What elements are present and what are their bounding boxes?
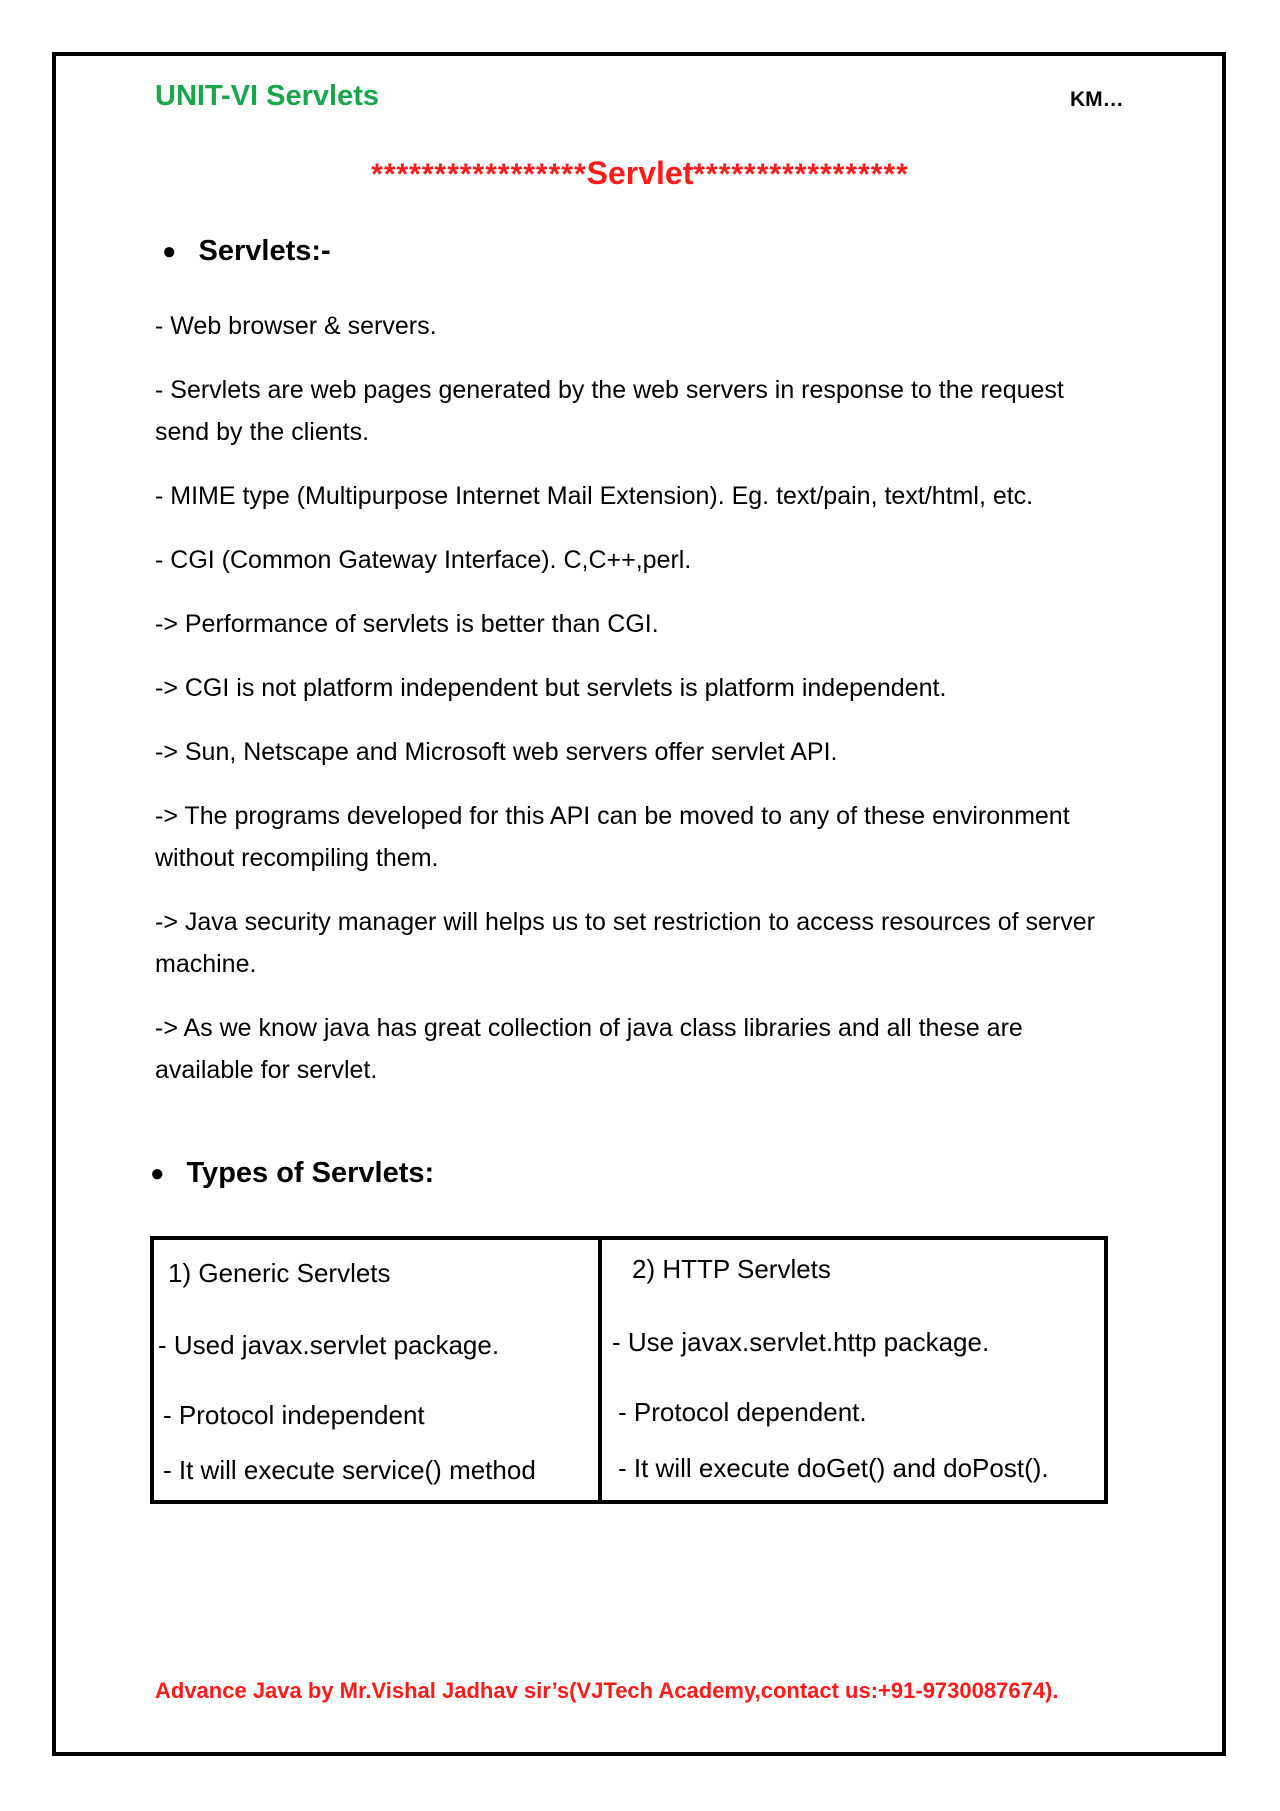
note-paragraph: -> Performance of servlets is better than CGI.	[155, 610, 659, 638]
section-heading-types	[150, 1157, 434, 1190]
servlet-types-table	[150, 1236, 1108, 1504]
banner-title: Servlet	[586, 155, 694, 191]
note-paragraph: -> As we know java has great collection of java class libraries and all these are available for servlet.	[155, 1014, 1023, 1084]
author-initials: KM…	[1070, 88, 1124, 111]
bullet-icon: ●	[162, 237, 177, 265]
unit-title: UNIT-VI Servlets	[155, 80, 380, 112]
column-line: - Used javax.servlet package.	[158, 1330, 500, 1360]
page-banner	[0, 155, 1280, 192]
note-paragraph: -> Java security manager will helps us to set restriction to access resources of server machine.	[155, 908, 1095, 978]
note-paragraph: - MIME type (Multipurpose Internet Mail Extension). Eg. text/pain, text/html, etc.	[155, 482, 1034, 510]
column-line: - Protocol dependent.	[618, 1397, 867, 1427]
column-line: - It will execute doGet() and doPost().	[618, 1453, 1049, 1483]
note-paragraph: - CGI (Common Gateway Interface). C,C++,perl.	[155, 546, 692, 574]
note-paragraph: -> CGI is not platform independent but servlets is platform independent.	[155, 674, 947, 702]
note-paragraph: - Web browser & servers.	[155, 312, 437, 340]
column-line: - It will execute service() method	[163, 1455, 536, 1485]
section-heading-text: Types of Servlets:	[186, 1157, 435, 1189]
note-paragraph: -> The programs developed for this API can be moved to any of these environment without recompiling them.	[155, 802, 1070, 872]
column-title: 2) HTTP Servlets	[632, 1254, 831, 1284]
footer-credit: Advance Java by Mr.Vishal Jadhav sir’s(VJTech Academy,contact us:+91-9730087674).	[155, 1678, 1059, 1703]
http-servlets-column	[602, 1240, 1104, 1500]
banner-stars-right: *****************	[693, 158, 909, 191]
note-paragraph: -> Sun, Netscape and Microsoft web servers offer servlet API.	[155, 738, 838, 766]
banner-stars-left: *****************	[371, 158, 587, 191]
column-line: - Protocol independent	[163, 1400, 425, 1430]
column-title: 1) Generic Servlets	[168, 1258, 391, 1288]
note-paragraph: - Servlets are web pages generated by the web servers in response to the request send by the clients.	[155, 376, 1064, 446]
generic-servlets-column	[154, 1240, 602, 1500]
section-heading-text: Servlets:-	[198, 235, 331, 267]
column-line: - Use javax.servlet.http package.	[612, 1327, 990, 1357]
servlets-notes	[155, 305, 1115, 1113]
bullet-icon: ●	[150, 1159, 165, 1187]
section-heading-servlets	[162, 235, 331, 268]
